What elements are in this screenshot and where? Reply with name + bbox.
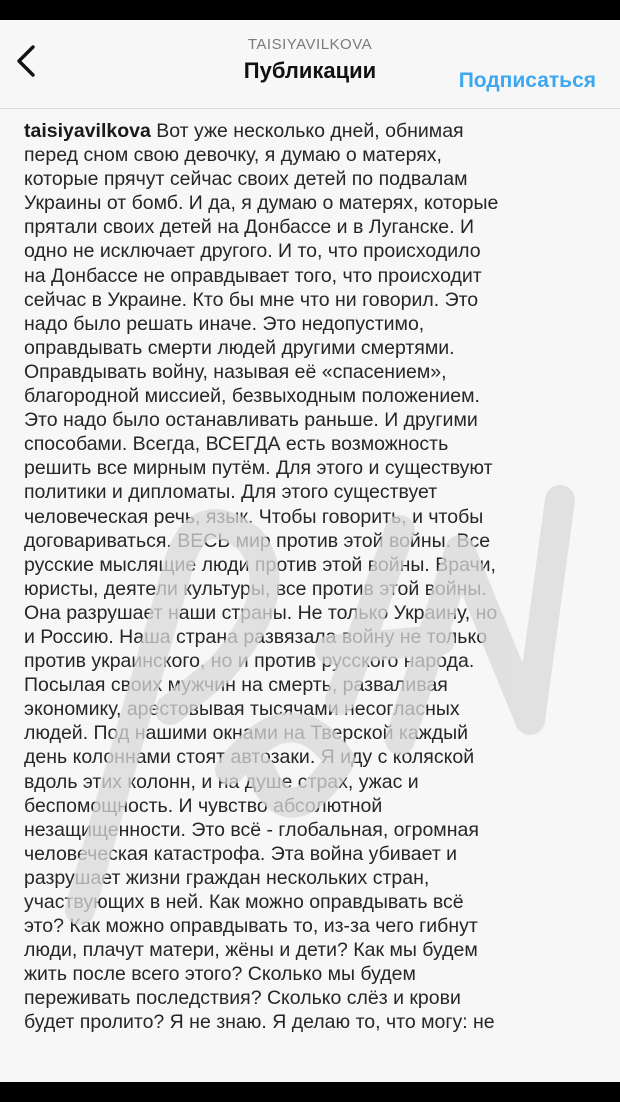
- caption-line: [24, 914, 604, 938]
- caption-line-text: сейчас в Украине. Кто бы мне что ни говорил. Это: [24, 288, 479, 311]
- chevron-left-icon: [15, 44, 37, 78]
- caption-line-text: на Донбассе не оправдывает того, что происходит: [24, 264, 482, 287]
- caption-line: [24, 239, 604, 263]
- caption-line: [24, 167, 604, 191]
- caption-line-text: перед сном свою девочку, я думаю о матерях,: [24, 144, 442, 167]
- caption-line: [24, 962, 604, 986]
- bottom-black-bar: [0, 1082, 620, 1102]
- post-caption: [24, 119, 604, 1035]
- caption-line-text: людей. Под нашими окнами на Тверской каждый: [24, 722, 469, 745]
- caption-line-text: благородной миссией, безвыходным положением.: [24, 385, 480, 408]
- caption-line-text: Она разрушает наши страны. Не только Украину, но: [24, 601, 498, 624]
- caption-line: [24, 119, 604, 143]
- caption-line: [24, 408, 604, 432]
- caption-line-text: оправдывать смерти людей другими смертями.: [24, 336, 455, 359]
- caption-line: [24, 625, 604, 649]
- caption-line-text: люди, плачут матери, жёны и дети? Как мы будем: [24, 939, 478, 962]
- caption-line-text: Это надо было останавливать раньше. И другими: [24, 409, 478, 432]
- caption-line-text: это? Как можно оправдывать то, из-за чего гибнут: [24, 915, 478, 938]
- caption-line: [24, 745, 604, 769]
- caption-line: [24, 577, 604, 601]
- caption-line: [24, 288, 604, 312]
- caption-line-text: Оправдывать войну, называя её «спасением»,: [24, 360, 447, 383]
- caption-line: [24, 456, 604, 480]
- caption-line-text: участвующих в ней. Как можно оправдывать всё: [24, 891, 464, 913]
- caption-line: [24, 384, 604, 408]
- caption-line-text: которые прячут сейчас своих детей по подвалам: [24, 168, 468, 191]
- header-divider: [0, 108, 620, 109]
- caption-line: [24, 601, 604, 625]
- caption-line: [24, 770, 604, 794]
- caption-line: [24, 480, 604, 504]
- caption-line-text: русские мыслящие люди против этой войны. Врачи,: [24, 553, 496, 576]
- caption-line-text: будет пролито? Я не знаю. Я делаю то, что могу: не: [24, 1011, 495, 1034]
- caption-line: [24, 649, 604, 673]
- caption-line: [24, 264, 604, 288]
- caption-line-text: способами. Всегда, ВСЕГДА есть возможность: [24, 433, 449, 456]
- caption-line-text: одно не исключает другого. И то, что происходило: [24, 240, 481, 263]
- caption-line-text: Вот уже несколько дней, обнимая: [150, 120, 464, 142]
- caption-line-text: незащищенности. Это всё - глобальная, огромная: [24, 818, 479, 841]
- post-screen: [0, 20, 620, 1082]
- caption-line: [24, 721, 604, 745]
- caption-line: [24, 866, 604, 890]
- back-button[interactable]: [6, 38, 46, 84]
- caption-line: [24, 529, 604, 553]
- caption-line: [24, 673, 604, 697]
- caption-line: [24, 938, 604, 962]
- caption-line: [24, 986, 604, 1010]
- caption-line: [24, 143, 604, 167]
- caption-line: [24, 842, 604, 866]
- caption-line: [24, 794, 604, 818]
- caption-line-text: прятали своих детей на Донбассе и в Луганске. И: [24, 216, 474, 239]
- page-title: Публикации: [243, 58, 377, 83]
- caption-line-text: разрушает жизни граждан нескольких стран,: [24, 866, 430, 889]
- caption-line-text: договариваться. ВЕСЬ мир против этой войны. Все: [24, 529, 491, 552]
- caption-line-text: человеческая речь, язык. Чтобы говорить, и чтобы: [24, 505, 484, 528]
- caption-line: [24, 890, 604, 914]
- header-titles: [160, 36, 460, 86]
- caption-line: [24, 1010, 604, 1034]
- caption-line-text: политики и дипломаты. Для этого существует: [24, 481, 438, 504]
- caption-line: [24, 432, 604, 456]
- caption-line: [24, 360, 604, 384]
- caption-line: [24, 336, 604, 360]
- caption-line: [24, 553, 604, 577]
- caption-line-text: против украинского, но и против русского народа.: [24, 650, 475, 673]
- caption-line: [24, 505, 604, 529]
- caption-line-text: экономику, арестовывая тысячами несогласных: [24, 698, 460, 721]
- caption-line: [24, 215, 604, 239]
- caption-line-text: юристы, деятели культуры, все против этой войны.: [24, 577, 487, 600]
- caption-line-text: и Россию. Наша страна развязала войну не только: [24, 625, 488, 648]
- caption-line: [24, 312, 604, 336]
- caption-line-text: беспомощность. И чувство абсолютной: [24, 794, 383, 817]
- top-navigation-bar: [0, 20, 620, 100]
- caption-line-text: Украины от бомб. И да, я думаю о матерях, которые: [24, 192, 499, 215]
- caption-line: [24, 818, 604, 842]
- caption-line: [24, 191, 604, 215]
- subscribe-button[interactable]: Подписаться: [458, 69, 596, 92]
- caption-line-text: вдоль этих колонн, и на душе страх, ужас и: [24, 770, 419, 793]
- caption-line-text: надо было решать иначе. Это недопустимо,: [24, 312, 425, 335]
- caption-line-text: переживать последствия? Сколько слёз и крови: [24, 987, 461, 1010]
- caption-line-text: день колоннами стоят автозаки. Я иду с коляской: [24, 746, 475, 769]
- caption-line-text: решить все мирным путём. Для этого и существуют: [24, 457, 493, 480]
- caption-line-text: жить после всего этого? Сколько мы будем: [24, 963, 416, 986]
- post-author-username[interactable]: taisiyavilkova: [24, 120, 151, 142]
- caption-line-text: Посылая своих мужчин на смерть, разваливая: [24, 674, 448, 697]
- caption-line-text: человеческая катастрофа. Эта война убивает и: [24, 842, 458, 865]
- header-username: TAISIYAVILKOVA: [247, 36, 373, 53]
- caption-line: [24, 697, 604, 721]
